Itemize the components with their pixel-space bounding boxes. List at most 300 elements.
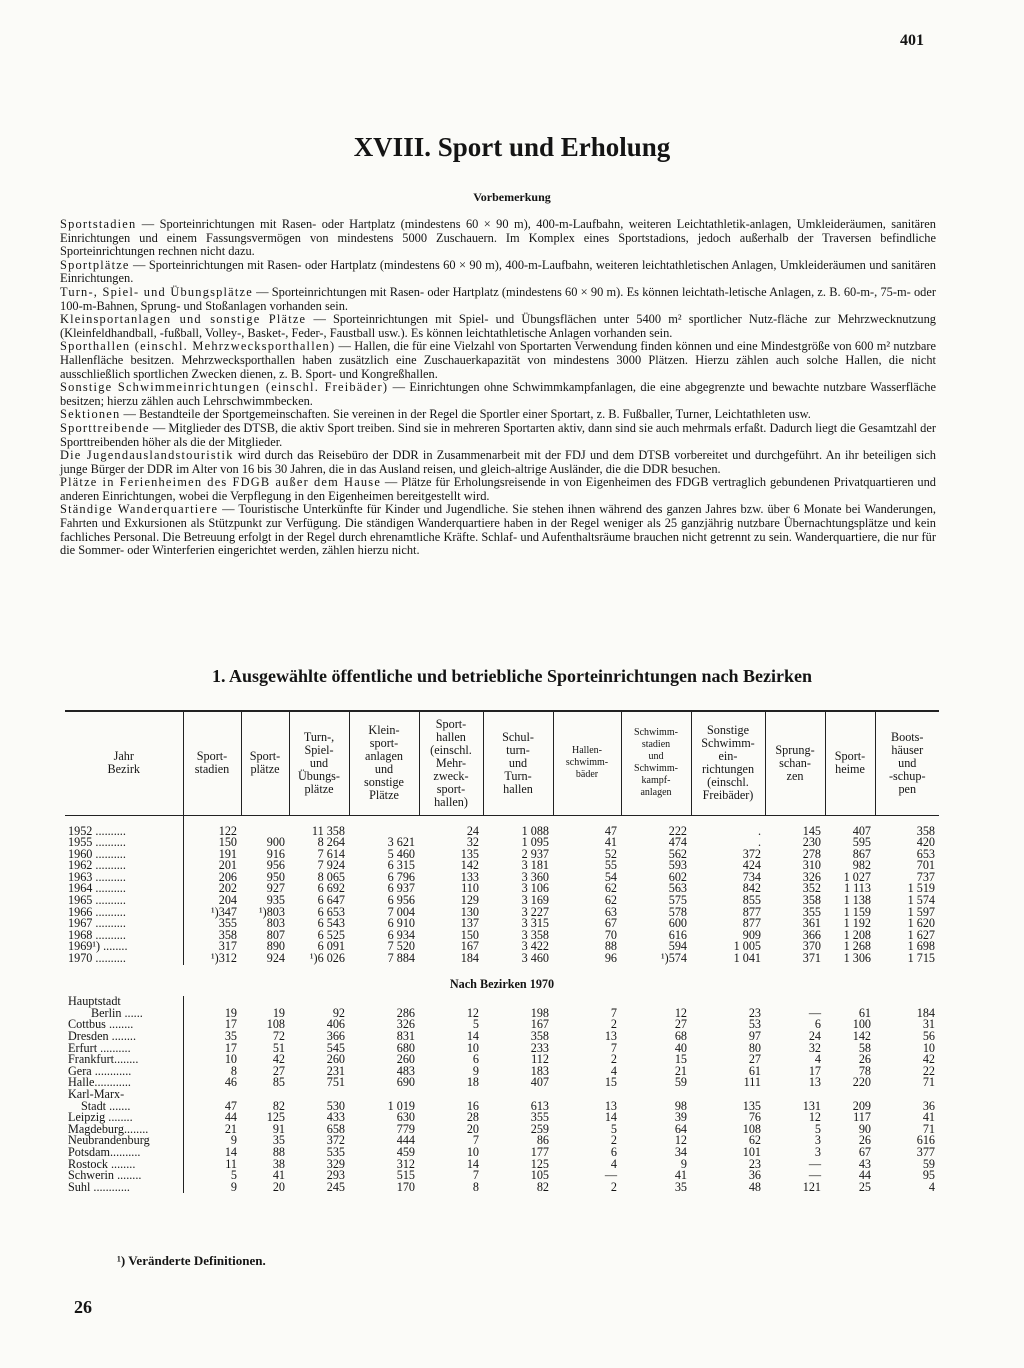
table-cell: 24 xyxy=(466,823,479,838)
table-cell: 17 xyxy=(808,1063,821,1078)
table-cell: 877 xyxy=(742,904,761,919)
table-cell: 11 358 xyxy=(311,823,345,838)
table-cell: 2 xyxy=(610,1017,617,1032)
preface-title: Vorbemerkung xyxy=(473,190,551,204)
table-cell: 8 065 xyxy=(317,869,345,884)
table-cell: 112 xyxy=(531,1052,549,1067)
row-label: Potsdam.......... xyxy=(65,1147,183,1159)
table-cell: 6 937 xyxy=(387,881,415,896)
table-cell: 90 xyxy=(858,1121,871,1136)
table-cell: 260 xyxy=(326,1052,345,1067)
table-cell: 600 xyxy=(668,916,687,931)
table-cell: 6 xyxy=(472,1052,479,1067)
row-label: Berlin ...... xyxy=(65,1008,183,1020)
table-cell: 1 620 xyxy=(907,916,935,931)
table-cell: 1 597 xyxy=(907,904,935,919)
table-cell: 6 692 xyxy=(317,881,345,896)
table-cell: 1 306 xyxy=(843,951,871,966)
table-cell: 142 xyxy=(852,1029,871,1043)
table-cell: 15 xyxy=(674,1052,687,1067)
table-cell: 13 xyxy=(604,1029,617,1043)
table-cell: 88 xyxy=(604,939,617,954)
table-cell: 459 xyxy=(396,1144,415,1159)
table-cell: 1 208 xyxy=(843,927,871,942)
table-cell: 170 xyxy=(396,1179,415,1194)
row-label: 1966 .......... xyxy=(65,907,183,919)
table-cell: — xyxy=(808,1156,821,1171)
table-cell: 48 xyxy=(748,1179,761,1194)
table-cell: 535 xyxy=(326,1144,345,1159)
preface-paragraph xyxy=(60,408,936,422)
preface-paragraph xyxy=(60,503,936,557)
row-label: Gera ............ xyxy=(65,1066,183,1078)
table-cell: 20 xyxy=(466,1121,479,1136)
table-cell: 1 095 xyxy=(521,835,549,850)
table-cell: 278 xyxy=(802,846,821,861)
table-cell: 916 xyxy=(266,846,285,861)
table-cell: 1 041 xyxy=(733,951,761,966)
row-label: Dresden ........ xyxy=(65,1031,183,1043)
table-cell: 371 xyxy=(802,951,821,966)
table-cell: 111 xyxy=(743,1075,761,1090)
district-row xyxy=(65,1159,939,1171)
preface-text xyxy=(60,218,936,558)
table-cell: 4 xyxy=(928,1179,935,1194)
table-cell: 52 xyxy=(604,846,617,861)
table-cell: 909 xyxy=(742,927,761,942)
district-row xyxy=(65,1066,939,1078)
table-cell: . xyxy=(757,823,761,838)
table-cell: 183 xyxy=(530,1063,549,1078)
table-cell: 734 xyxy=(742,869,761,884)
preface-paragraph xyxy=(60,218,936,259)
table-cell: 220 xyxy=(852,1075,871,1090)
table-cell: 222 xyxy=(668,823,687,838)
table-cell: 326 xyxy=(396,1017,415,1032)
column-header: Turn-, Spiel- und Übungs- plätze xyxy=(289,711,349,815)
table-cell: 982 xyxy=(852,858,871,873)
table-cell: 3 181 xyxy=(521,858,549,873)
table-cell: 167 xyxy=(530,1017,549,1032)
table-cell: 5 xyxy=(814,1121,821,1136)
table-cell: 78 xyxy=(858,1063,871,1078)
table-cell: 22 xyxy=(922,1063,935,1078)
table-cell: 2 xyxy=(610,1052,617,1067)
table-cell: 122 xyxy=(218,823,237,838)
table-cell xyxy=(349,815,419,837)
district-row xyxy=(65,1077,939,1089)
table-cell: 7 004 xyxy=(387,904,415,919)
table-cell: 5 460 xyxy=(387,846,415,861)
table-cell: 286 xyxy=(396,1005,415,1020)
row-label: 1962 .......... xyxy=(65,860,183,872)
district-row xyxy=(65,1031,939,1043)
table-cell: ¹)347 xyxy=(211,904,237,919)
table-cell: 145 xyxy=(802,823,821,838)
table-cell: 14 xyxy=(604,1110,617,1125)
table-cell: 231 xyxy=(326,1063,345,1078)
table-cell: 95 xyxy=(922,1168,935,1183)
table-cell: 41 xyxy=(604,835,617,850)
year-row xyxy=(65,815,939,837)
table-cell: 3 227 xyxy=(521,904,549,919)
column-header: Sonstige Schwimm- ein- richtungen (einschl. Freibäder) xyxy=(691,711,765,815)
table-cell: 71 xyxy=(922,1121,935,1136)
table-cell: 105 xyxy=(530,1168,549,1183)
table-cell: — xyxy=(808,1005,821,1020)
table-cell: 202 xyxy=(218,881,237,896)
table-cell: 372 xyxy=(742,846,761,861)
column-header: Sport- heime xyxy=(825,711,875,815)
row-label: 1960 .......... xyxy=(65,849,183,861)
table-cell: 12 xyxy=(466,1005,479,1020)
table-cell: 5 xyxy=(472,1017,479,1032)
table-cell: 1 627 xyxy=(907,927,935,942)
table-cell: 326 xyxy=(802,869,821,884)
preface-definition: — Sporteinrichtungen mit Rasen- oder Hartplatz (mindestens 60 × 90 m), 400-m-Laufbahn, weiteren leichtathletischen Anlagen, Umkleideräumen und sanitären Einrichtungen. xyxy=(60,257,936,286)
preface-term: Sporttreibende xyxy=(60,420,150,435)
row-label: 1970 .......... xyxy=(65,953,183,965)
table-cell: 54 xyxy=(604,869,617,884)
table-cell: 86 xyxy=(536,1133,549,1148)
column-header: Sport- plätze xyxy=(241,711,289,815)
row-label: Karl-Marx- xyxy=(65,1089,183,1101)
table-title: 1. Ausgewählte öffentliche und betriebliche Sporteinrichtungen nach Bezirken xyxy=(212,666,812,686)
table-cell: 424 xyxy=(742,858,761,873)
table-cell: 23 xyxy=(748,1005,761,1020)
table-cell: 245 xyxy=(326,1179,345,1194)
table-cell: 36 xyxy=(922,1098,935,1113)
table-cell: 135 xyxy=(742,1098,761,1113)
table-cell: 88 xyxy=(272,1144,285,1159)
table-cell: 545 xyxy=(326,1040,345,1055)
sports-facilities-table xyxy=(65,710,939,1193)
table-cell: 68 xyxy=(674,1029,687,1043)
table-cell: 10 xyxy=(922,1040,935,1055)
table-cell: 61 xyxy=(748,1063,761,1078)
preface-paragraph xyxy=(60,449,936,476)
table-cell: 6 956 xyxy=(387,893,415,908)
table-cell: 842 xyxy=(742,881,761,896)
table-cell: 3 460 xyxy=(521,951,549,966)
table-cell: 366 xyxy=(326,1029,345,1043)
table-cell: 7 884 xyxy=(387,951,415,966)
column-header: Sprung- schan- zen xyxy=(765,711,825,815)
table-cell: 312 xyxy=(396,1156,415,1171)
table-cell: 2 937 xyxy=(521,846,549,861)
preface-term: Sportstadien xyxy=(60,217,137,231)
table-cell: 34 xyxy=(674,1144,687,1159)
table-cell: 59 xyxy=(674,1075,687,1090)
row-label: Cottbus ........ xyxy=(65,1019,183,1031)
preface-definition: — Sporteinrichtungen mit Rasen- oder Hartplatz (mindestens 60 × 90 m). Es können leichtath-letische Anlagen, z. B. 60-m-, 75-m- oder 100-m-Bahnen, Sprung- und Stoßanlagen vorhanden sein. xyxy=(60,284,936,313)
table-cell: 96 xyxy=(604,951,617,966)
table-cell: 10 xyxy=(466,1040,479,1055)
district-row xyxy=(65,1019,939,1031)
table-cell: 6 091 xyxy=(317,939,345,954)
table-cell: 35 xyxy=(272,1133,285,1148)
table-cell: 6 315 xyxy=(387,858,415,873)
table-cell: 67 xyxy=(858,1144,871,1159)
table-cell: 26 xyxy=(858,1052,871,1067)
table-cell: 233 xyxy=(530,1040,549,1055)
table-cell: 13 xyxy=(604,1098,617,1113)
footnote: ¹) Veränderte Definitionen. xyxy=(117,1253,266,1268)
table-cell: 1 138 xyxy=(843,893,871,908)
table-cell: — xyxy=(808,1168,821,1183)
table-cell: 4 xyxy=(814,1052,821,1067)
row-label: Schwerin ........ xyxy=(65,1170,183,1182)
table-cell: 7 xyxy=(610,1040,617,1055)
table-cell: 21 xyxy=(224,1121,237,1136)
preface-paragraph xyxy=(60,381,936,408)
table-cell: 61 xyxy=(858,1005,871,1020)
table-cell: 142 xyxy=(460,858,479,873)
column-header: Sport- stadien xyxy=(183,711,241,815)
column-header: Hallen- schwimm- bäder xyxy=(553,711,621,815)
table-cell: 7 xyxy=(610,1005,617,1020)
table-cell: 372 xyxy=(326,1133,345,1148)
table-cell: 39 xyxy=(674,1110,687,1125)
table-cell: 27 xyxy=(272,1063,285,1078)
table-cell: 6 647 xyxy=(317,893,345,908)
table-cell: 204 xyxy=(218,893,237,908)
table-cell: 653 xyxy=(916,846,935,861)
preface-term: Sporthallen (einschl. Mehrzwecksporthallen) xyxy=(60,339,336,354)
table-cell: 121 xyxy=(802,1179,821,1194)
table-cell: 62 xyxy=(604,881,617,896)
district-row xyxy=(65,1135,939,1147)
table-cell: 935 xyxy=(266,893,285,908)
table-cell: 6 xyxy=(814,1017,821,1032)
table-cell: 55 xyxy=(604,858,617,873)
table-cell: 56 xyxy=(922,1029,935,1043)
table-cell: 630 xyxy=(396,1110,415,1125)
table-cell: 12 xyxy=(674,1133,687,1148)
table-cell: 47 xyxy=(224,1098,237,1113)
table-cell: 9 xyxy=(230,1179,237,1194)
table-cell: 91 xyxy=(272,1121,285,1136)
table-cell: 1 192 xyxy=(843,916,871,931)
table-cell: 14 xyxy=(466,1029,479,1043)
table-cell: 35 xyxy=(224,1029,237,1043)
table-cell: 41 xyxy=(272,1168,285,1183)
table-cell: . xyxy=(757,835,761,850)
preface-definition: — Sporteinrichtungen mit Spiel- und Übungsflächen unter 5400 m² sportlicher Nutz-fläche zur Mehrzwecknutzung (Kleinfeldhandball, -fußball, Volley-, Basket-, Feder-, Faustball usw.). Es können leichtathletische Anlagen vorhanden sein. xyxy=(60,312,936,340)
column-header: Sport- hallen (einschl. Mehr- zweck- sport- hallen) xyxy=(419,711,483,815)
table-cell: 41 xyxy=(674,1168,687,1183)
table-cell: 7 924 xyxy=(317,858,345,873)
table-cell: 35 xyxy=(674,1179,687,1194)
table-cell: 293 xyxy=(326,1168,345,1183)
table-cell: 5 xyxy=(230,1168,237,1183)
column-header: Boots- häuser und -schup- pen xyxy=(875,711,939,815)
table-cell: 900 xyxy=(266,835,285,850)
table-cell: 956 xyxy=(266,858,285,873)
table-cell: 575 xyxy=(668,893,687,908)
table-cell: 130 xyxy=(460,904,479,919)
table-cell: 3 422 xyxy=(521,939,549,954)
table-cell: 24 xyxy=(808,1029,821,1043)
table-cell: 7 614 xyxy=(317,846,345,861)
table-cell: 41 xyxy=(922,1110,935,1125)
table-cell: 352 xyxy=(802,881,821,896)
table-cell: 613 xyxy=(530,1098,549,1113)
table-cell: 358 xyxy=(916,823,935,838)
table-cell: 150 xyxy=(218,835,237,850)
table-cell: 20 xyxy=(272,1179,285,1194)
table-cell: 658 xyxy=(326,1121,345,1136)
table-cell: — xyxy=(604,1168,617,1183)
table-cell: 19 xyxy=(272,1005,285,1020)
preface-definition: — Sporteinrichtungen mit Rasen- oder Hartplatz (mindestens 60 × 90 m), 400-m-Laufbahn, weiteren Leichtathletik-anlagen, Umkleideräumen, sanitären Einrichtungen und einem Fassungsvermögen von mindestens 5000 Zuschauern. Im Komplex eines Sportstadions, jedoch außerhalb der Traversen befindliche Sporteinrichtungen rechnen nicht dazu. xyxy=(60,217,936,259)
table-cell: 13 xyxy=(808,1075,821,1090)
table-cell: 3 106 xyxy=(521,881,549,896)
table-cell: 6 934 xyxy=(387,927,415,942)
table-cell: 44 xyxy=(224,1110,237,1125)
preface-paragraph xyxy=(60,259,936,286)
table-cell: 23 xyxy=(748,1156,761,1171)
table-cell: 59 xyxy=(922,1156,935,1171)
table-cell: 9 xyxy=(472,1063,479,1078)
table-cell: 444 xyxy=(396,1133,415,1148)
district-row xyxy=(65,1182,939,1194)
row-label: Neubrandenburg xyxy=(65,1135,183,1147)
table-cell: 701 xyxy=(916,858,935,873)
table-cell: 137 xyxy=(460,916,479,931)
table-cell: 877 xyxy=(742,916,761,931)
table-cell: 135 xyxy=(460,846,479,861)
table-cell: 595 xyxy=(852,835,871,850)
section-label: Nach Bezirken 1970 xyxy=(449,976,555,991)
table-cell: 32 xyxy=(808,1040,821,1055)
table-cell: 3 169 xyxy=(521,893,549,908)
table-cell: 562 xyxy=(668,846,687,861)
table-cell: 474 xyxy=(668,835,687,850)
table-cell: 198 xyxy=(530,1005,549,1020)
table-cell: 361 xyxy=(802,916,821,931)
table-cell: 3 358 xyxy=(521,927,549,942)
table-cell: 406 xyxy=(326,1017,345,1032)
table-cell: 6 xyxy=(610,1144,617,1159)
table-cell: 72 xyxy=(272,1029,285,1043)
table-cell: 4 xyxy=(610,1063,617,1078)
preface-term: Sektionen xyxy=(60,407,121,422)
district-row xyxy=(65,1112,939,1124)
row-label: 1967 .......... xyxy=(65,918,183,930)
table-cell: 70 xyxy=(604,927,617,942)
table-cell: 924 xyxy=(266,951,285,966)
table-cell: ¹)312 xyxy=(211,951,237,966)
table-cell: 71 xyxy=(922,1075,935,1090)
table-cell: 42 xyxy=(272,1052,285,1067)
preface-paragraph xyxy=(60,340,936,381)
table-cell: 18 xyxy=(466,1075,479,1090)
table-cell: 58 xyxy=(858,1040,871,1055)
preface-paragraph xyxy=(60,313,936,340)
table-cell: 26 xyxy=(858,1133,871,1148)
table-cell: 890 xyxy=(266,939,285,954)
table-cell: 131 xyxy=(802,1098,821,1113)
preface-term: Die Jugendauslandstouristik xyxy=(60,448,234,463)
table-header-row xyxy=(65,711,939,815)
table-cell: 10 xyxy=(224,1052,237,1067)
preface-term: Ständige Wanderquartiere xyxy=(60,502,219,517)
table-cell: 950 xyxy=(266,869,285,884)
district-row xyxy=(65,1101,939,1113)
preface-definition: wird durch das Reisebüro der DDR in Zusammenarbeit mit der FDJ und dem DTSB vorbereitet und durchgeführt. An ihr beteiligen sich junge Bürger der DDR im Alter von 16 bis 30 Jahren, die in das Ausland reisen, und gleich-altrige Ausländer, die die DDR besuchen. xyxy=(60,448,936,476)
table-cell: 43 xyxy=(858,1156,871,1171)
table-cell: 7 xyxy=(472,1168,479,1183)
table-cell: 44 xyxy=(858,1168,871,1183)
table-cell: 53 xyxy=(748,1017,761,1032)
table-cell: 17 xyxy=(224,1040,237,1055)
preface-definition: — Hallen, die für eine Vielzahl von Sportarten Verwendung finden können und eine Mindestgröße von 600 m² nutzbare Hallenfläche besitzen. Mehrzwecksporthallen haben zusätzlich eine Zuschauerkapazität von mindestens 3000 Plätzen. Hierzu zählen auch solche Hallen, die nicht ausschließlich sportlichen Zwecken dienen, z. B. Sport- und Kongreßhallen. xyxy=(60,339,937,381)
table-cell: 11 xyxy=(225,1156,237,1171)
table-cell: 6 543 xyxy=(317,916,345,931)
table-cell: 14 xyxy=(224,1144,237,1159)
table-cell: 1 019 xyxy=(387,1098,415,1113)
preface-paragraph xyxy=(60,422,936,449)
table-cell: 40 xyxy=(674,1040,687,1055)
district-row xyxy=(65,1124,939,1136)
table-cell: 9 xyxy=(230,1133,237,1148)
district-row xyxy=(65,996,939,1008)
table-cell xyxy=(241,815,289,837)
table-cell: 2 xyxy=(610,1179,617,1194)
preface-definition: — Einrichtungen ohne Schwimmkampfanlagen, die eine abgegrenzte und bewachte nutzbare Wasserfläche besitzen; hierzu zählen auch Lehrschwimmbecken. xyxy=(60,380,936,408)
row-label: 1964 .......... xyxy=(65,883,183,895)
year-row xyxy=(65,953,939,965)
table-cell: 370 xyxy=(802,939,821,954)
preface-term: Sonstige Schwimmeinrichtungen (einschl. Freibäder) xyxy=(60,380,389,395)
table-cell: 27 xyxy=(674,1017,687,1032)
table-cell: 616 xyxy=(668,927,687,942)
table-cell: 38 xyxy=(272,1156,285,1171)
table-cell: 3 360 xyxy=(521,869,549,884)
table-cell: 28 xyxy=(466,1110,479,1125)
table-cell: 63 xyxy=(604,904,617,919)
table-cell: 329 xyxy=(326,1156,345,1171)
table-cell: 1 698 xyxy=(907,939,935,954)
column-header: Schwimm- stadien und Schwimm- kampf- anlagen xyxy=(621,711,691,815)
table-cell: 101 xyxy=(742,1144,761,1159)
table-cell: 6 796 xyxy=(387,869,415,884)
table-cell: 97 xyxy=(748,1029,761,1043)
table-cell: 616 xyxy=(916,1133,935,1148)
table-cell: 150 xyxy=(460,927,479,942)
row-label: Suhl ............ xyxy=(65,1182,183,1194)
table-cell: 8 xyxy=(230,1063,237,1078)
row-label: 1955 .......... xyxy=(65,837,183,849)
table-cell: 67 xyxy=(604,916,617,931)
table-cell: ¹)803 xyxy=(259,904,285,919)
table-cell: 125 xyxy=(530,1156,549,1171)
preface-term: Turn-, Spiel- und Übungsplätze xyxy=(60,284,253,299)
row-label: Leipzig ........ xyxy=(65,1112,183,1124)
table-cell: 3 xyxy=(814,1144,821,1159)
table-cell: 32 xyxy=(466,835,479,850)
table-cell: 14 xyxy=(466,1156,479,1171)
table-cell: 779 xyxy=(396,1121,415,1136)
table-cell: 563 xyxy=(668,881,687,896)
row-label: 1963 .......... xyxy=(65,872,183,884)
table-cell: 366 xyxy=(802,927,821,942)
table-cell: 355 xyxy=(802,904,821,919)
table-cell: 1 574 xyxy=(907,893,935,908)
table-cell: ¹)6 026 xyxy=(309,951,345,966)
column-header: Klein- sport- anlagen und sonstige Plätze xyxy=(349,711,419,815)
